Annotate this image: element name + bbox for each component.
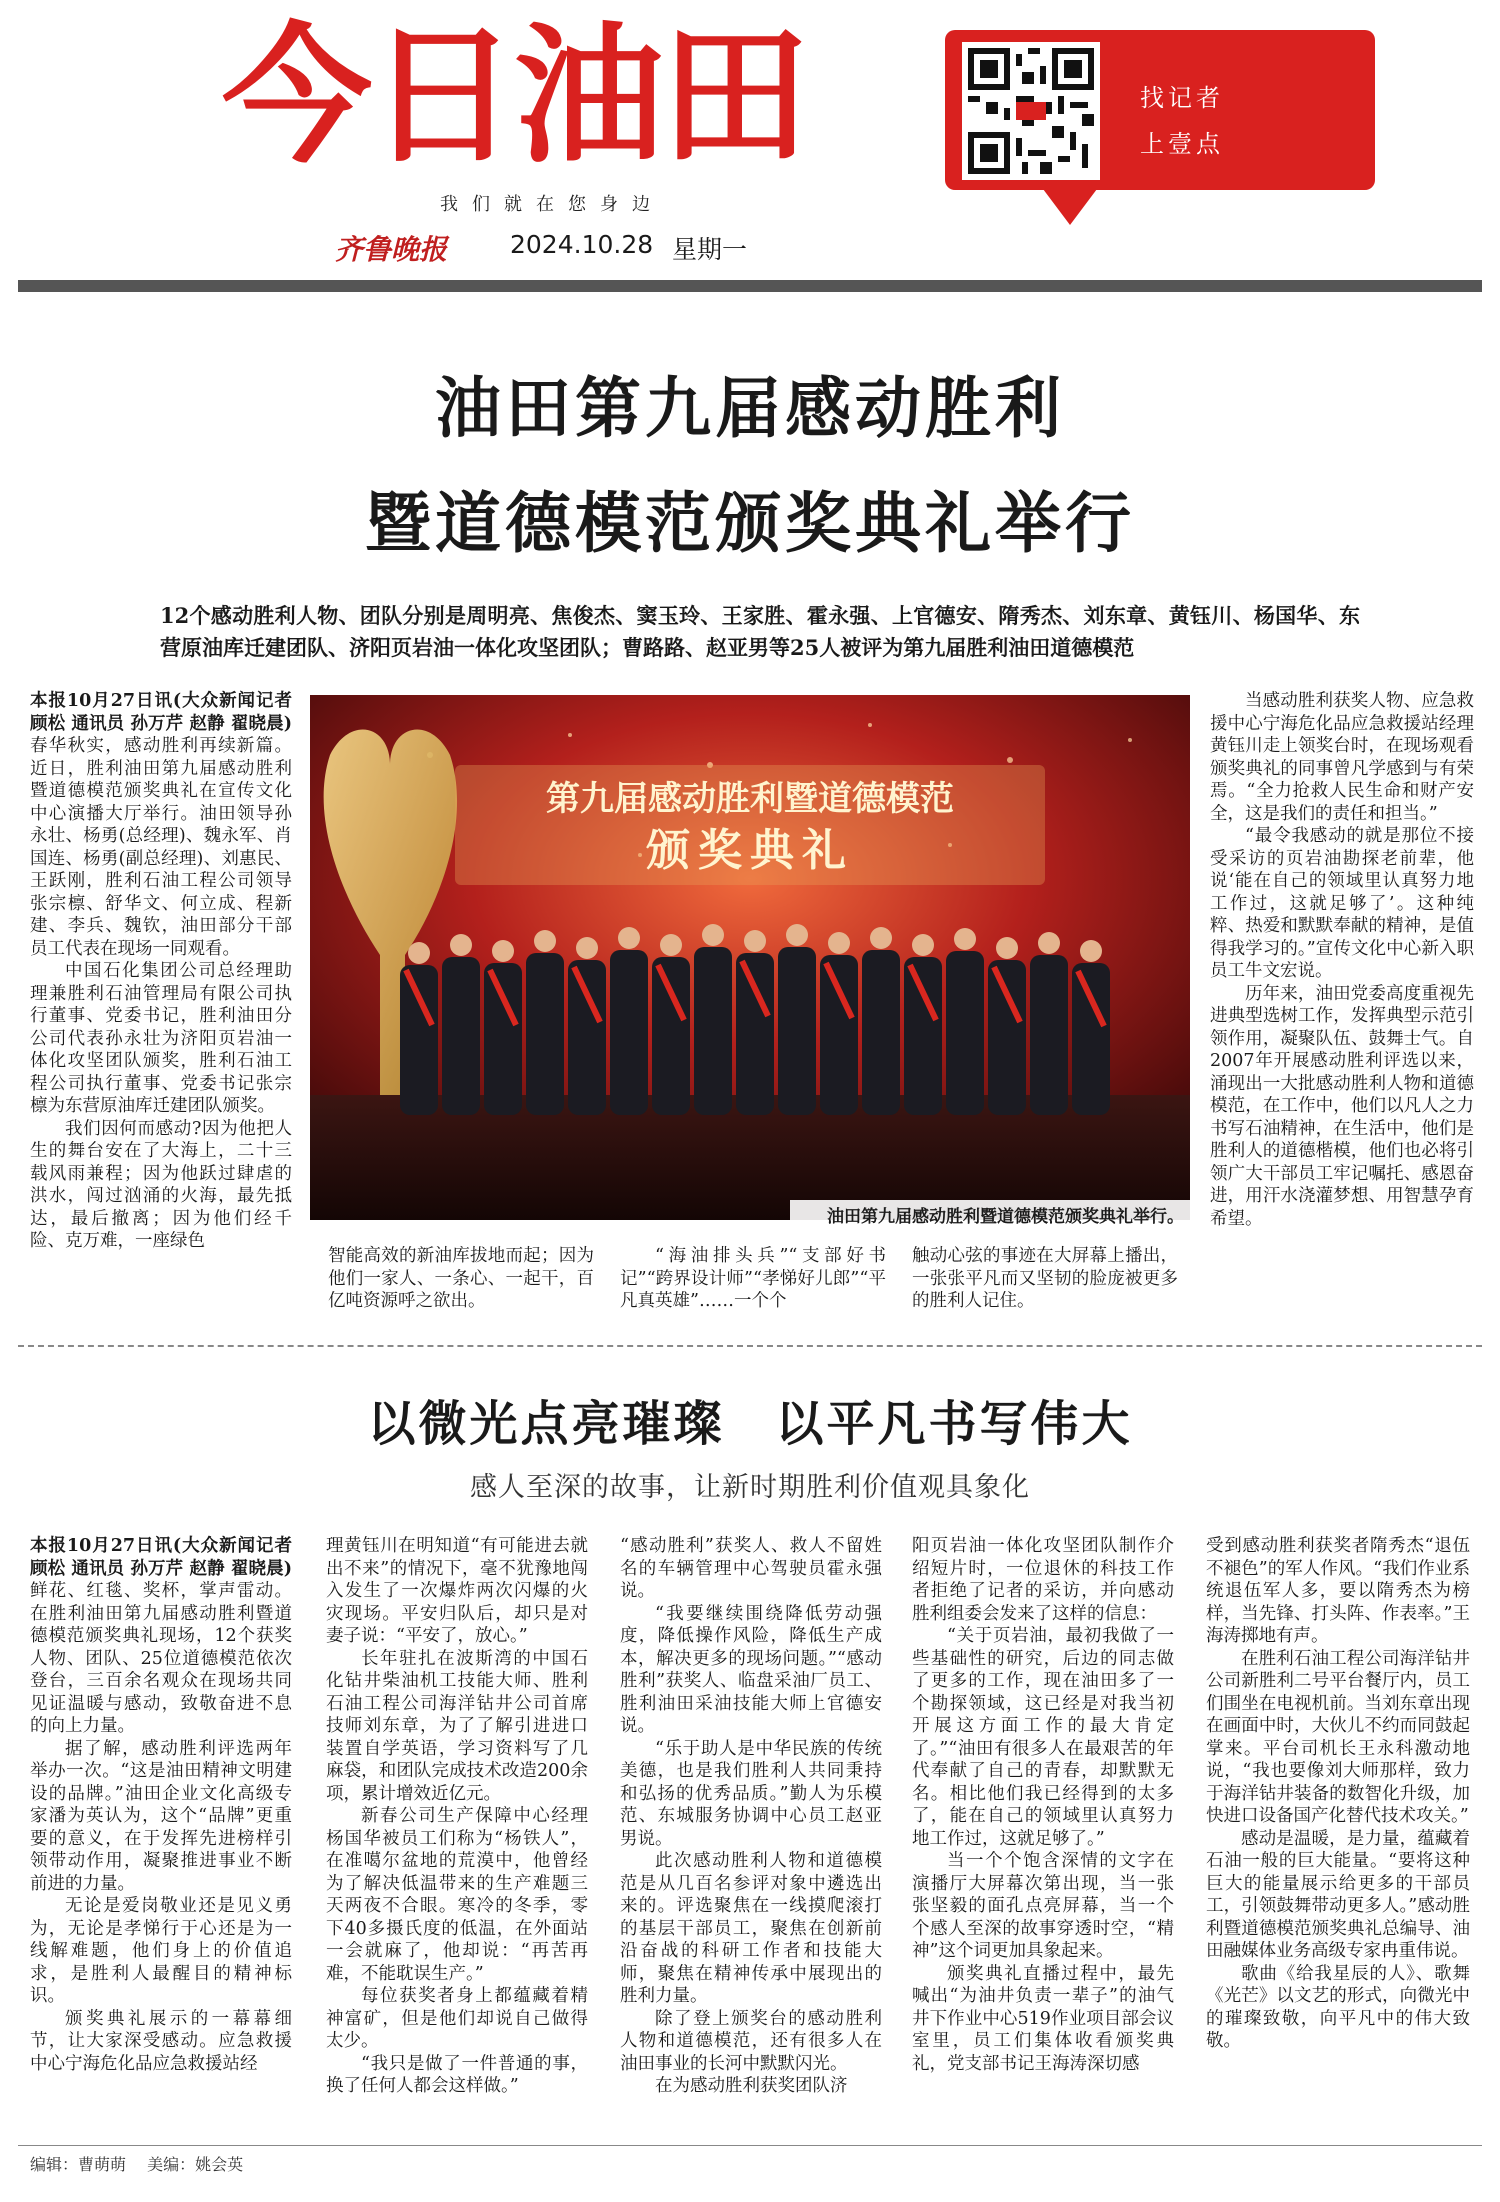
qr-label-line1: 找记者 xyxy=(1140,84,1224,112)
article2-col1-p1: 鲜花、红毯、奖杯，掌声雷动。在胜利油田第九届感动胜利暨道德模范颁奖典礼现场，12个获奖人物、团队、25位道德模范依次登台，三百余名观众在现场共同见证温暖与感动，致敬奋进不息的向上力量。 xyxy=(30,1581,292,1736)
article2-column-4 xyxy=(912,1535,1174,2125)
photo-banner-line1: 第九届感动胜利暨道德模范 xyxy=(546,779,954,819)
article2-col1-p3: 无论是爱岗敬业还是见义勇为，无论是孝悌行于心还是为一线解难题，他们身上的价值追求，是胜利人最醒目的精神标识。 xyxy=(30,1896,292,2006)
article2-col2-p5: “我只是做了一件普通的事，换了任何人都会这样做。” xyxy=(326,2053,588,2096)
article2-col3-p1: “感动胜利”获奖人、救人不留姓名的车辆管理中心驾驶员霍永强说。 xyxy=(620,1536,882,1601)
qr-callout-tail xyxy=(1040,185,1100,225)
footer-credits xyxy=(30,2152,259,2175)
article1-headline-line2: 暨道德模范颁奖典礼举行 xyxy=(365,484,1135,562)
article2-col2-p4: 每位获奖者身上都蕴藏着精神富矿，但是他们却说自己做得太少。 xyxy=(326,1986,588,2051)
issue-weekday: 星期一 xyxy=(672,235,748,264)
article1-col1-p2: 中国石化集团公司总经理助理兼胜利石油管理局有限公司执行董事、党委书记，胜利油田分公司代表孙永壮为济阳页岩油一体化攻坚团队颁奖，胜利石油工程公司执行董事、党委书记张宗檩为东营原油库迁建团队颁奖。 xyxy=(30,961,292,1116)
article2-col4-p1: 阳页岩油一体化攻坚团队制作介绍短片时，一位退休的科技工作者拒绝了记者的采访，并向感动胜利组委会发来了这样的信息： xyxy=(912,1536,1174,1624)
article2-col2-p1: 理黄钰川在明知道“有可能进去就出不来”的情况下，毫不犹豫地闯入发生了一次爆炸两次闪爆的火灾现场。平安归队后，却只是对妻子说：“平安了，放心。” xyxy=(326,1536,588,1646)
article2-column-3 xyxy=(620,1535,882,2125)
masthead xyxy=(0,0,1500,290)
ceremony-photo xyxy=(310,695,1190,1220)
slogan: 我们就在您身边 xyxy=(440,194,664,215)
article1-col5-p1: 当感动胜利获奖人物、应急救援中心宁海危化品应急救援站经理黄钰川走上领奖台时，在现场观看颁奖典礼的同事曾凡学感到与有荣焉。“全力抢救人民生命和财产安全，这是我们的责任和担当。” xyxy=(1210,691,1474,824)
footer-designer: 美编：姚会英 xyxy=(147,2155,244,2174)
article1-column-4 xyxy=(912,1245,1178,1325)
footer-rule xyxy=(18,2145,1482,2146)
article2-col3-p2: “我要继续围绕降低劳动强度，降低操作风险，降低生产成本，解决更多的现场问题。”“感动胜利”获奖人、临盘采油厂员工、胜利油田采油技能大师上官德安说。 xyxy=(620,1603,882,1736)
article2-col1-p4: 颁奖典礼展示的一幕幕细节，让大家深受感动。应急救援中心宁海危化品应急救援站经 xyxy=(30,2008,292,2074)
article1-column-1 xyxy=(30,690,292,1325)
article1-col1-p3: 我们因何而感动?因为他把人生的舞台安在了大海上，二十三载风雨兼程；因为他跃过肆虐的洪水，闯过汹涌的火海，最先抵达，最后撤离；因为他们经千险、克万难，一座绿色 xyxy=(30,1118,292,1251)
article2-column-1 xyxy=(30,1535,292,2125)
article1-byline: 本报10月27日讯(大众新闻记者 顾松 通讯员 孙万芹 赵静 翟晓晨) xyxy=(30,691,292,734)
qr-code-icon[interactable] xyxy=(962,42,1100,180)
article2-subtitle: 感人至深的故事，让新时期胜利价值观具象化 xyxy=(470,1472,1030,1503)
article2-col3-p6: 在为感动胜利获奖团队济 xyxy=(655,2076,848,2096)
article2-col5-p2: 在胜利石油工程公司海洋钻井公司新胜利二号平台餐厅内，员工们围坐在电视机前。当刘东章出现在画面中时，大伙儿不约而同鼓起掌来。平台司机长王永科激动地说，“我也要像刘大师那样，致力于海洋钻井装备的数智化升级，加快进口设备国产化替代技术攻关。” xyxy=(1206,1648,1470,1826)
article2-col5-p4: 歌曲《给我星辰的人》、歌舞《光芒》以文艺的形式，向微光中的璀璨致敬，向平凡中的伟大致敬。 xyxy=(1206,1963,1470,2051)
article2-col2-p3: 新春公司生产保障中心经理杨国华被员工们称为“杨铁人”，在准噶尔盆地的荒漠中，他曾经为了解决低温带来的生产难题三天两夜不合眼。寒冷的冬季，零下40多摄氏度的低温，在外面站一会就麻了，他却说：“再苦再难，不能耽误生产。” xyxy=(326,1806,588,1984)
article1-col3-text: “海油排头兵”“支部好书记”“跨界设计师”“孝悌好儿郎”“平凡真英雄”……一个个 xyxy=(620,1246,886,1311)
article2-col4-p4: 颁奖典礼直播过程中，最先喊出“为油井负责一辈子”的油气井下作业中心519作业项目部会议室里，员工们集体收看颁奖典礼，党支部书记王海涛深切感 xyxy=(912,1963,1174,2074)
section-divider xyxy=(18,1345,1482,1347)
photo-banner-line2: 颁奖典礼 xyxy=(646,825,854,876)
article1-headline-line1: 油田第九届感动胜利 xyxy=(435,369,1065,447)
article1-col2-text: 智能高效的新油库拔地而起；因为他们一家人、一条心、一起干，百亿吨资源呼之欲出。 xyxy=(328,1246,594,1311)
article2-col3-p3: “乐于助人是中华民族的传统美德，也是我们胜利人共同秉持和弘扬的优秀品质。”勤人为乐模范、东城服务协调中心员工赵亚男说。 xyxy=(620,1738,882,1849)
article2-col4-p3: 当一个个饱含深情的文字在演播厅大屏幕次第出现，当一张张坚毅的面孔点亮屏幕，当一个个感人至深的故事穿透时空，“精神”这个词更加具象起来。 xyxy=(912,1851,1174,1961)
article2-byline: 本报10月27日讯(大众新闻记者 顾松 通讯员 孙万芹 赵静 翟晓晨) xyxy=(30,1536,292,1579)
article1-col4-text: 触动心弦的事迹在大屏幕上播出，一张张平凡而又坚韧的脸庞被更多的胜利人记住。 xyxy=(912,1246,1178,1311)
article1-col5-p3: 历年来，油田党委高度重视先进典型选树工作，发挥典型示范引领作用，凝聚队伍、鼓舞士气。自2007年开展感动胜利评选以来，涌现出一大批感动胜利人物和道德模范，在工作中，他们以凡人之力书写石油精神，在生活中，他们是胜利人的道德楷模，他们也必将引领广大干部员工牢记嘱托、感恩奋进，用汗水浇灌梦想、用智慧孕育希望。 xyxy=(1210,983,1474,1229)
article2-col4-p2: “关于页岩油，最初我做了一些基础性的研究，后边的同志做了更多的工作，现在油田多了一个勘探领域，这已经是对我当初开展这方面工作的最大肯定了。”“油田有很多人在最艰苦的年代奉献了自己的青春，却默默无名。相比他们我已经得到的太多了，能在自己的领域里认真努力地工作过，这就足够了。” xyxy=(912,1626,1174,1849)
brand-logo: 今日油田 xyxy=(222,10,807,184)
article2-col5-p1: 受到感动胜利获奖者隋秀杰“退伍不褪色”的军人作风。“我们作业系统退伍军人多，要以隋秀杰为榜样，当先锋、打头阵、作表率。”王海涛掷地有声。 xyxy=(1206,1536,1470,1646)
issue-date: 2024.10.28 xyxy=(510,230,654,259)
article1-deck: 12个感动胜利人物、团队分别是周明亮、焦俊杰、窦玉玲、王家胜、霍永强、上官德安、隋秀杰、刘东章、黄钰川、杨国华、东营原油库迁建团队、济阳页岩油一体化攻坚团队；曹路路、赵亚男等25人被评为第九届胜利油田道德模范 xyxy=(160,603,1360,660)
article2-col1-p2: 据了解，感动胜利评选两年举办一次。“这是油田精神文明建设的品牌。”油田企业文化高级专家潘为英认为，这个“品牌”更重要的意义，在于发挥先进榜样引领带动作用，凝聚推进事业不断前进的力量。 xyxy=(30,1738,292,1894)
article1-col1-p1: 春华秋实，感动胜利再续新篇。近日，胜利油田第九届感动胜利暨道德模范颁奖典礼在宣传文化中心演播大厅举行。油田领导孙永壮、杨勇(总经理)、魏永军、肖国连、杨勇(副总经理)、刘惠民、王跃刚，胜利石油工程公司领导张宗檩、舒华文、何立成、程新建、李兵、魏钦，油田部分干部员工代表在现场一同观看。 xyxy=(30,736,292,959)
article2-col3-p5: 除了登上颁奖台的感动胜利人物和道德模范，还有很多人在油田事业的长河中默默闪光。 xyxy=(620,2008,882,2074)
article2-headline: 以微光点亮璀璨 以平凡书写伟大 xyxy=(367,1396,1133,1452)
paper-name: 齐鲁晚报 xyxy=(335,233,448,266)
article1-column-3 xyxy=(620,1245,886,1325)
qr-label-line2: 上壹点 xyxy=(1140,130,1224,158)
article1-column-5 xyxy=(1210,690,1474,1325)
article2-col3-p4: 此次感动胜利人物和道德模范是从几百名参评对象中遴选出来的。评选聚焦在一线摸爬滚打的基层干部员工，聚焦在创新前沿奋战的科研工作者和技能大师，聚焦在精神传承中展现出的胜利力量。 xyxy=(620,1851,882,2006)
photo-caption: 油田第九届感动胜利暨道德模范颁奖典礼举行。 xyxy=(790,1200,1190,1229)
article2-column-2 xyxy=(326,1535,588,2125)
masthead-rule xyxy=(18,280,1482,292)
article1-col5-p2: “最令我感动的就是那位不接受采访的页岩油勘探老前辈，他说‘能在自己的领域里认真努力地工作过，这就足够了’。这种纯粹、热爱和默默奉献的精神，是值得我学习的。”宣传文化中心新入职员工牛文宏说。 xyxy=(1210,826,1474,981)
footer-editor: 编辑：曹萌萌 xyxy=(30,2155,127,2174)
article2-column-5 xyxy=(1206,1535,1470,2125)
article2-col5-p3: 感动是温暖，是力量，蕴藏着石油一般的巨大能量。“要将这种巨大的能量展示给更多的干部员工，引领鼓舞带动更多人。”感动胜利暨道德模范颁奖典礼总编导、油田融媒体业务高级专家冉重伟说。 xyxy=(1206,1828,1470,1961)
article1-column-2 xyxy=(328,1245,594,1325)
article2-col2-p2: 长年驻扎在波斯湾的中国石化钻井柴油机工技能大师、胜利石油工程公司海洋钻井公司首席技师刘东章，为了了解引进进口装置自学英语，学习资料写了几麻袋，和团队完成技术改造200余项，累计增效近亿元。 xyxy=(326,1648,588,1804)
